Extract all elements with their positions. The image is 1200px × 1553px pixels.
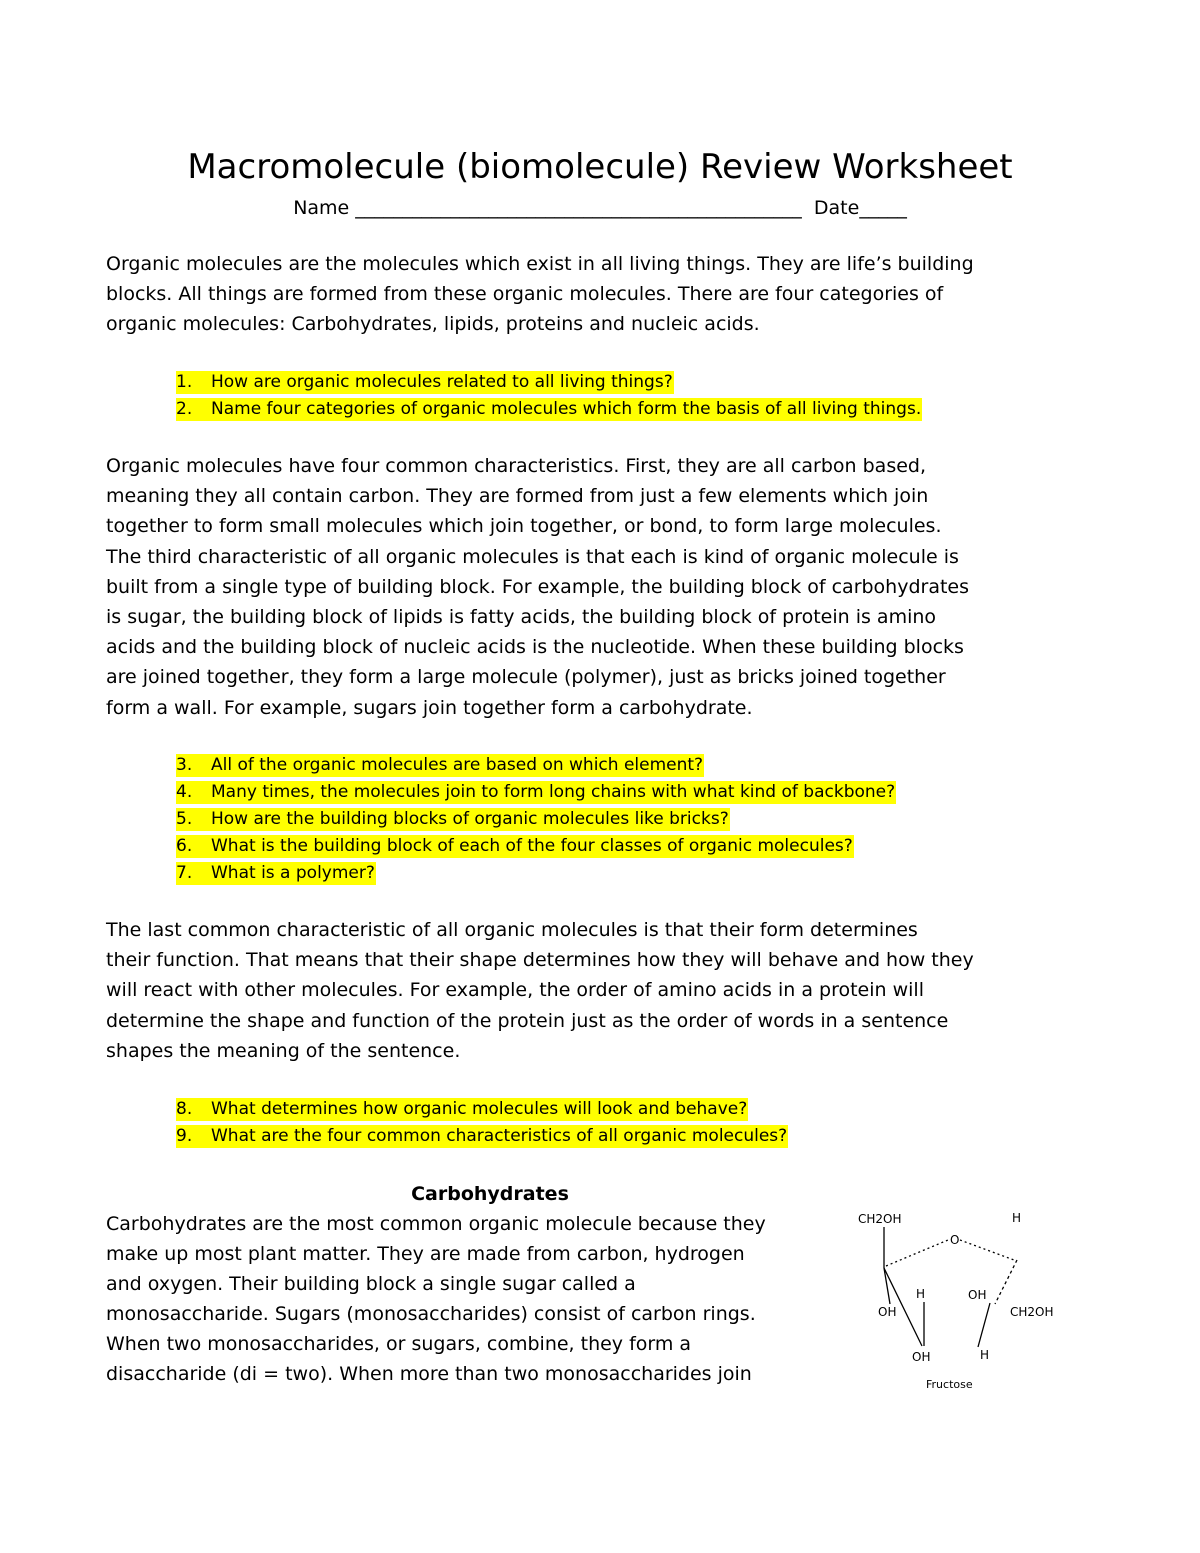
question-text: What are the four common characteristics of all organic molecules? xyxy=(211,1126,788,1146)
question-item xyxy=(176,779,896,806)
question-item xyxy=(176,806,896,833)
question-text: How are organic molecules related to all living things? xyxy=(211,372,673,392)
paragraph-line: Organic molecules are the molecules which exist in all living things. They are life’s building xyxy=(106,253,974,275)
question-text: What determines how organic molecules will look and behave? xyxy=(211,1099,748,1119)
question-highlight xyxy=(176,398,922,421)
bond-line xyxy=(995,1260,1017,1304)
paragraph-line: blocks. All things are formed from these organic molecules. There are four categories of xyxy=(106,283,944,306)
paragraph-line: acids and the building block of nucleic acids is the nucleotide. When these building blocks xyxy=(106,636,964,659)
paragraph-line: The third characteristic of all organic molecules is that each is kind of organic molecule is xyxy=(106,545,959,568)
question-text: Name four categories of organic molecules which form the basis of all living things. xyxy=(211,399,922,419)
page-title: Macromolecule (biomolecule) Review Worksheet xyxy=(187,147,1013,187)
question-item xyxy=(176,860,896,887)
oh-left-label: OH xyxy=(878,1305,897,1319)
date-blank: _____ xyxy=(859,197,907,219)
question-number: 9. xyxy=(176,1126,193,1146)
name-label: Name xyxy=(293,197,350,219)
question-list-3 xyxy=(176,1096,788,1150)
paragraph-line: Organic molecules have four common characteristics. First, they are all carbon based, xyxy=(106,455,927,477)
question-text: Many times, the molecules join to form long chains with what kind of backbone? xyxy=(211,782,896,802)
intro-paragraph xyxy=(106,249,1036,340)
question-item xyxy=(176,833,896,860)
paragraph-line: are joined together, they form a large molecule (polymer), just as bricks joined together xyxy=(106,666,946,689)
h-left-label: H xyxy=(916,1287,926,1301)
question-number: 2. xyxy=(176,399,193,419)
question-number: 1. xyxy=(176,372,193,392)
paragraph-line: The last common characteristic of all organic molecules is that their form determines xyxy=(106,919,918,941)
h-bottom-label: H xyxy=(980,1348,990,1362)
oh-bottom-label: OH xyxy=(912,1350,931,1364)
question-item xyxy=(176,369,922,396)
question-text: What is a polymer? xyxy=(211,863,375,883)
paragraph-line: meaning they all contain carbon. They are formed from just a few elements which join xyxy=(106,485,929,508)
characteristics-paragraph xyxy=(106,451,1036,723)
date-label: Date xyxy=(813,197,860,219)
paragraph-line: form a wall. For example, sugars join together form a carbohydrate. xyxy=(106,696,753,719)
ch2oh-top-label: CH2OH xyxy=(858,1212,902,1226)
question-item xyxy=(176,752,896,779)
paragraph-line: make up most plant matter. They are made from carbon, hydrogen xyxy=(106,1243,745,1265)
question-highlight xyxy=(176,835,854,858)
question-list-2 xyxy=(176,752,896,887)
carbohydrates-paragraph xyxy=(106,1209,826,1389)
bond-line xyxy=(886,1240,948,1266)
name-date-line xyxy=(0,194,1200,222)
question-item xyxy=(176,396,922,423)
question-number: 7. xyxy=(176,863,193,883)
paragraph-line: Carbohydrates are the most common organic molecule because they xyxy=(106,1213,766,1235)
paragraph-line: is sugar, the building block of lipids is fatty acids, the building block of protein is amino xyxy=(106,606,937,629)
question-item xyxy=(176,1123,788,1150)
diagram-caption: Fructose xyxy=(926,1378,973,1391)
paragraph-line: organic molecules: Carbohydrates, lipids, proteins and nucleic acids. xyxy=(106,313,760,336)
question-highlight xyxy=(176,1125,788,1148)
question-text: How are the building blocks of organic molecules like bricks? xyxy=(211,809,729,829)
form-function-paragraph xyxy=(106,915,1036,1066)
question-highlight xyxy=(176,862,376,885)
name-blank: _______________________________________________ xyxy=(355,197,802,219)
question-item xyxy=(176,1096,788,1123)
question-number: 8. xyxy=(176,1099,193,1119)
question-highlight xyxy=(176,754,704,777)
question-highlight xyxy=(176,781,896,804)
question-list-1 xyxy=(176,369,922,423)
oh-right-label: OH xyxy=(968,1288,987,1302)
paragraph-line: together to form small molecules which join together, or bond, to form large molecules. xyxy=(106,515,942,538)
paragraph-line: When two monosaccharides, or sugars, combine, they form a xyxy=(106,1333,692,1355)
paragraph-line: built from a single type of building block. For example, the building block of carbohydrates xyxy=(106,575,970,598)
paragraph-line: determine the shape and function of the protein just as the order of words in a sentence xyxy=(106,1009,949,1032)
paragraph-line: shapes the meaning of the sentence. xyxy=(106,1039,461,1062)
question-highlight xyxy=(176,371,674,394)
paragraph-line: will react with other molecules. For example, the order of amino acids in a protein will xyxy=(106,979,924,1002)
question-number: 5. xyxy=(176,809,193,829)
question-text: All of the organic molecules are based on which element? xyxy=(211,755,704,775)
bond-line xyxy=(960,1240,1014,1260)
paragraph-line: monosaccharide. Sugars (monosaccharides) consist of carbon rings. xyxy=(106,1303,756,1325)
ch2oh-right-label: CH2OH xyxy=(1010,1305,1054,1319)
question-highlight xyxy=(176,1098,748,1121)
paragraph-line: disaccharide (di = two). When more than two monosaccharides join xyxy=(106,1363,752,1385)
carbohydrates-heading: Carbohydrates xyxy=(411,1183,569,1205)
question-highlight xyxy=(176,808,730,831)
ring-oxygen-label: O xyxy=(950,1233,960,1247)
question-number: 3. xyxy=(176,755,193,775)
paragraph-line: and oxygen. Their building block a single sugar called a xyxy=(106,1273,636,1295)
question-number: 6. xyxy=(176,836,193,856)
h-top-label: H xyxy=(1012,1211,1022,1225)
fructose-structure-diagram xyxy=(850,1200,1070,1400)
paragraph-line: their function. That means that their shape determines how they will behave and how they xyxy=(106,949,974,972)
question-text: What is the building block of each of the four classes of organic molecules? xyxy=(211,836,853,856)
question-number: 4. xyxy=(176,782,193,802)
bond-line xyxy=(978,1303,990,1347)
